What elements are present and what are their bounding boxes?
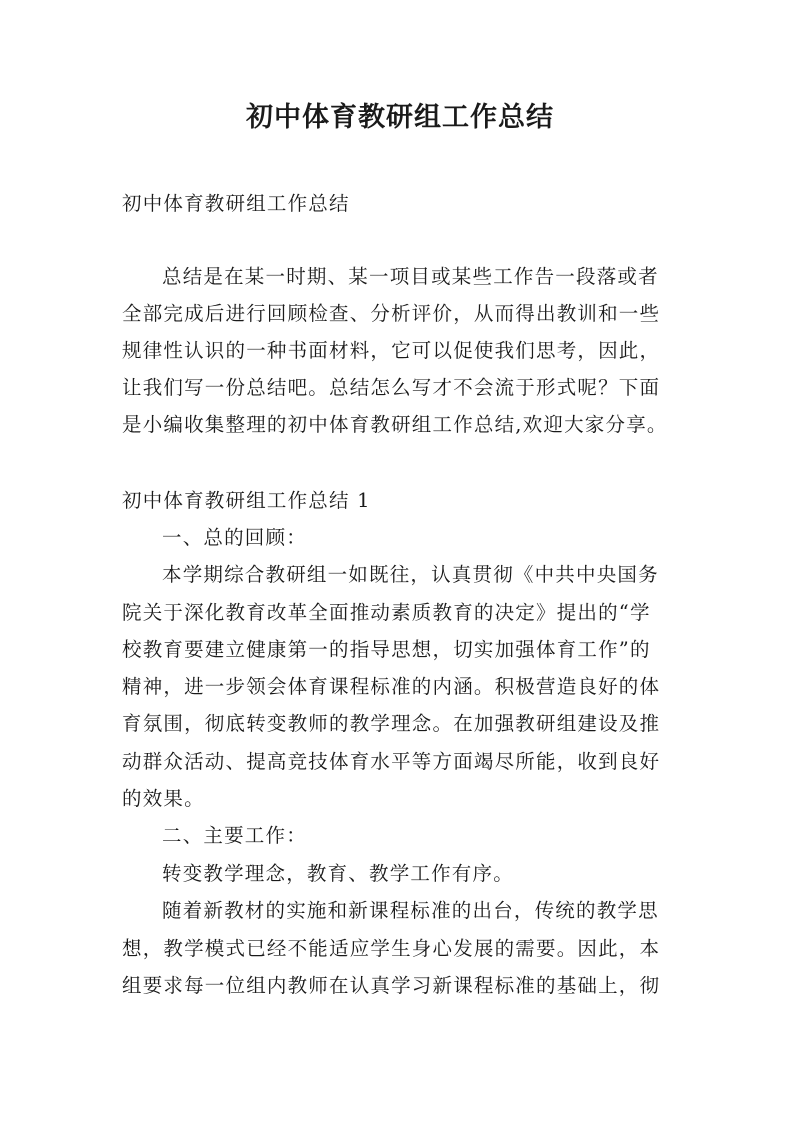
intro-line: 是小编收集整理的初中体育教研组工作总结,欢迎大家分享。 xyxy=(122,413,668,436)
intro-line: 让我们写一份总结吧。总结怎么写才不会流于形式呢？下面 xyxy=(122,376,661,399)
part1-line: 校教育要建立健康第一的指导思想，切实加强体育工作”的 xyxy=(122,638,651,661)
part1-line: 动群众活动、提高竞技体育水平等方面竭尽所能，收到良好 xyxy=(122,750,661,773)
part1-line: 院关于深化教育改革全面推动素质教育的决定》提出的“学 xyxy=(122,601,651,624)
intro-line: 总结是在某一时期、某一项目或某些工作告一段落或者 xyxy=(162,265,659,288)
part1-line: 精神，进一步领会体育课程标准的内涵。积极营造良好的体 xyxy=(122,675,661,698)
part2-line: 想，教学模式已经不能适应学生身心发展的需要。因此，本 xyxy=(122,937,661,960)
part2-heading: 二、主要工作： xyxy=(162,824,307,847)
intro-line: 规律性认识的一种书面材料，它可以促使我们思考，因此， xyxy=(122,339,661,362)
part2-subheading: 转变教学理念，教育、教学工作有序。 xyxy=(162,862,514,885)
document-subtitle: 初中体育教研组工作总结 xyxy=(122,192,350,215)
part1-heading: 一、总的回顾： xyxy=(162,526,307,549)
part2-line: 随着新教材的实施和新课程标准的出台，传统的教学思 xyxy=(162,899,659,922)
part1-line: 的效果。 xyxy=(122,787,205,810)
section-heading: 初中体育教研组工作总结 1 xyxy=(122,489,371,512)
part1-line: 本学期综合教研组一如既往，认真贯彻《中共中央国务 xyxy=(162,563,659,586)
intro-line: 全部完成后进行回顾检查、分析评价，从而得出教训和一些 xyxy=(122,302,661,325)
part1-line: 育氛围，彻底转变教师的教学理念。在加强教研组建设及推 xyxy=(122,712,661,735)
part2-line: 组要求每一位组内教师在认真学习新课程标准的基础上，彻 xyxy=(122,974,661,997)
document-title: 初中体育教研组工作总结 xyxy=(246,102,554,133)
